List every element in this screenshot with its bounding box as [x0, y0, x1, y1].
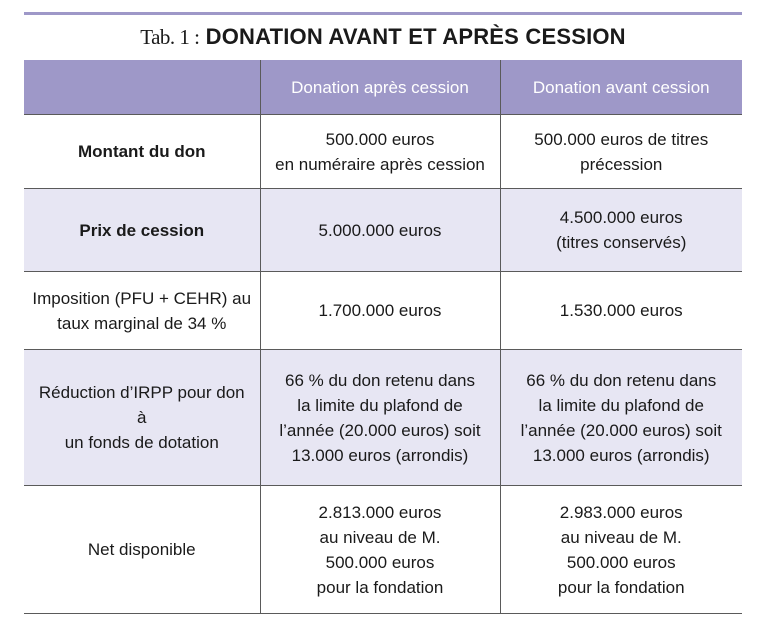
row-label-line: Montant du don: [78, 142, 206, 161]
cell-line: 2.983.000 euros: [559, 502, 683, 522]
row-label-line: un fonds de dotation: [64, 433, 219, 452]
header-before-cession: Donation avant cession: [500, 60, 742, 115]
top-rule: [24, 12, 742, 15]
cell-after: [260, 350, 500, 486]
header-after-cession: Donation après cession: [260, 60, 500, 115]
cell-line: en numéraire après cession: [275, 154, 485, 174]
cell-line: pour la fondation: [557, 577, 685, 597]
row-prix-de-cession: [24, 189, 742, 272]
row-label: [24, 115, 260, 189]
row-label-line: Net disponible: [87, 540, 196, 559]
row-label-line: taux marginal de 34 %: [57, 313, 227, 333]
row-net-disponible: [24, 486, 742, 614]
cell-before: [500, 486, 742, 614]
table-title-prefix: Tab. 1 :: [140, 25, 200, 49]
row-label: [24, 350, 260, 486]
cell-line: 500.000 euros: [325, 129, 435, 149]
row-label: [24, 272, 260, 350]
cell-line: 13.000 euros (arrondis): [532, 445, 710, 465]
cell-line: précession: [580, 154, 663, 174]
cell-line: l’année (20.000 euros) soit: [279, 420, 481, 440]
cell-line: la limite du plafond de: [538, 395, 704, 415]
header-blank-cell: [24, 60, 260, 115]
row-reduction-irpp: [24, 350, 742, 486]
cell-line: (titres conservés): [556, 233, 687, 252]
row-imposition: [24, 272, 742, 350]
row-label-line: Prix de cession: [79, 220, 205, 240]
header-row: [24, 60, 742, 115]
cell-line: 2.813.000 euros: [318, 502, 442, 522]
cell-line: 500.000 euros: [325, 552, 435, 572]
cell-before: [500, 272, 742, 350]
row-label: [24, 486, 260, 614]
cell-line: pour la fondation: [316, 577, 444, 597]
cell-line: 1.530.000 euros: [559, 301, 683, 320]
cell-line: au niveau de M.: [560, 527, 682, 547]
cell-after: [260, 115, 500, 189]
table-title: [24, 24, 742, 50]
cell-after: [260, 486, 500, 614]
row-label-line: Réduction d’IRPP pour don à: [38, 383, 245, 427]
cell-after: [260, 189, 500, 272]
cell-line: 500.000 euros: [566, 552, 676, 572]
cell-line: 5.000.000 euros: [318, 220, 442, 240]
cell-line: 66 % du don retenu dans: [526, 370, 717, 390]
cell-line: 66 % du don retenu dans: [285, 370, 475, 390]
cell-after: [260, 272, 500, 350]
row-label: [24, 189, 260, 272]
cell-line: 1.700.000 euros: [318, 301, 442, 320]
cell-line: 13.000 euros (arrondis): [291, 445, 469, 465]
cell-line: l’année (20.000 euros) soit: [520, 420, 722, 440]
cell-before: [500, 115, 742, 189]
row-label-line: Imposition (PFU + CEHR) au: [32, 288, 252, 308]
cell-line: la limite du plafond de: [297, 395, 463, 415]
cell-before: [500, 189, 742, 272]
cell-line: 500.000 euros de titres: [534, 129, 709, 149]
cell-line: au niveau de M.: [319, 527, 441, 547]
donation-table: [24, 60, 742, 614]
cell-before: [500, 350, 742, 486]
cell-line: 4.500.000 euros: [559, 208, 683, 227]
table-title-main: DONATION AVANT ET APRÈS CESSION: [205, 24, 626, 49]
row-montant-du-don: [24, 115, 742, 189]
